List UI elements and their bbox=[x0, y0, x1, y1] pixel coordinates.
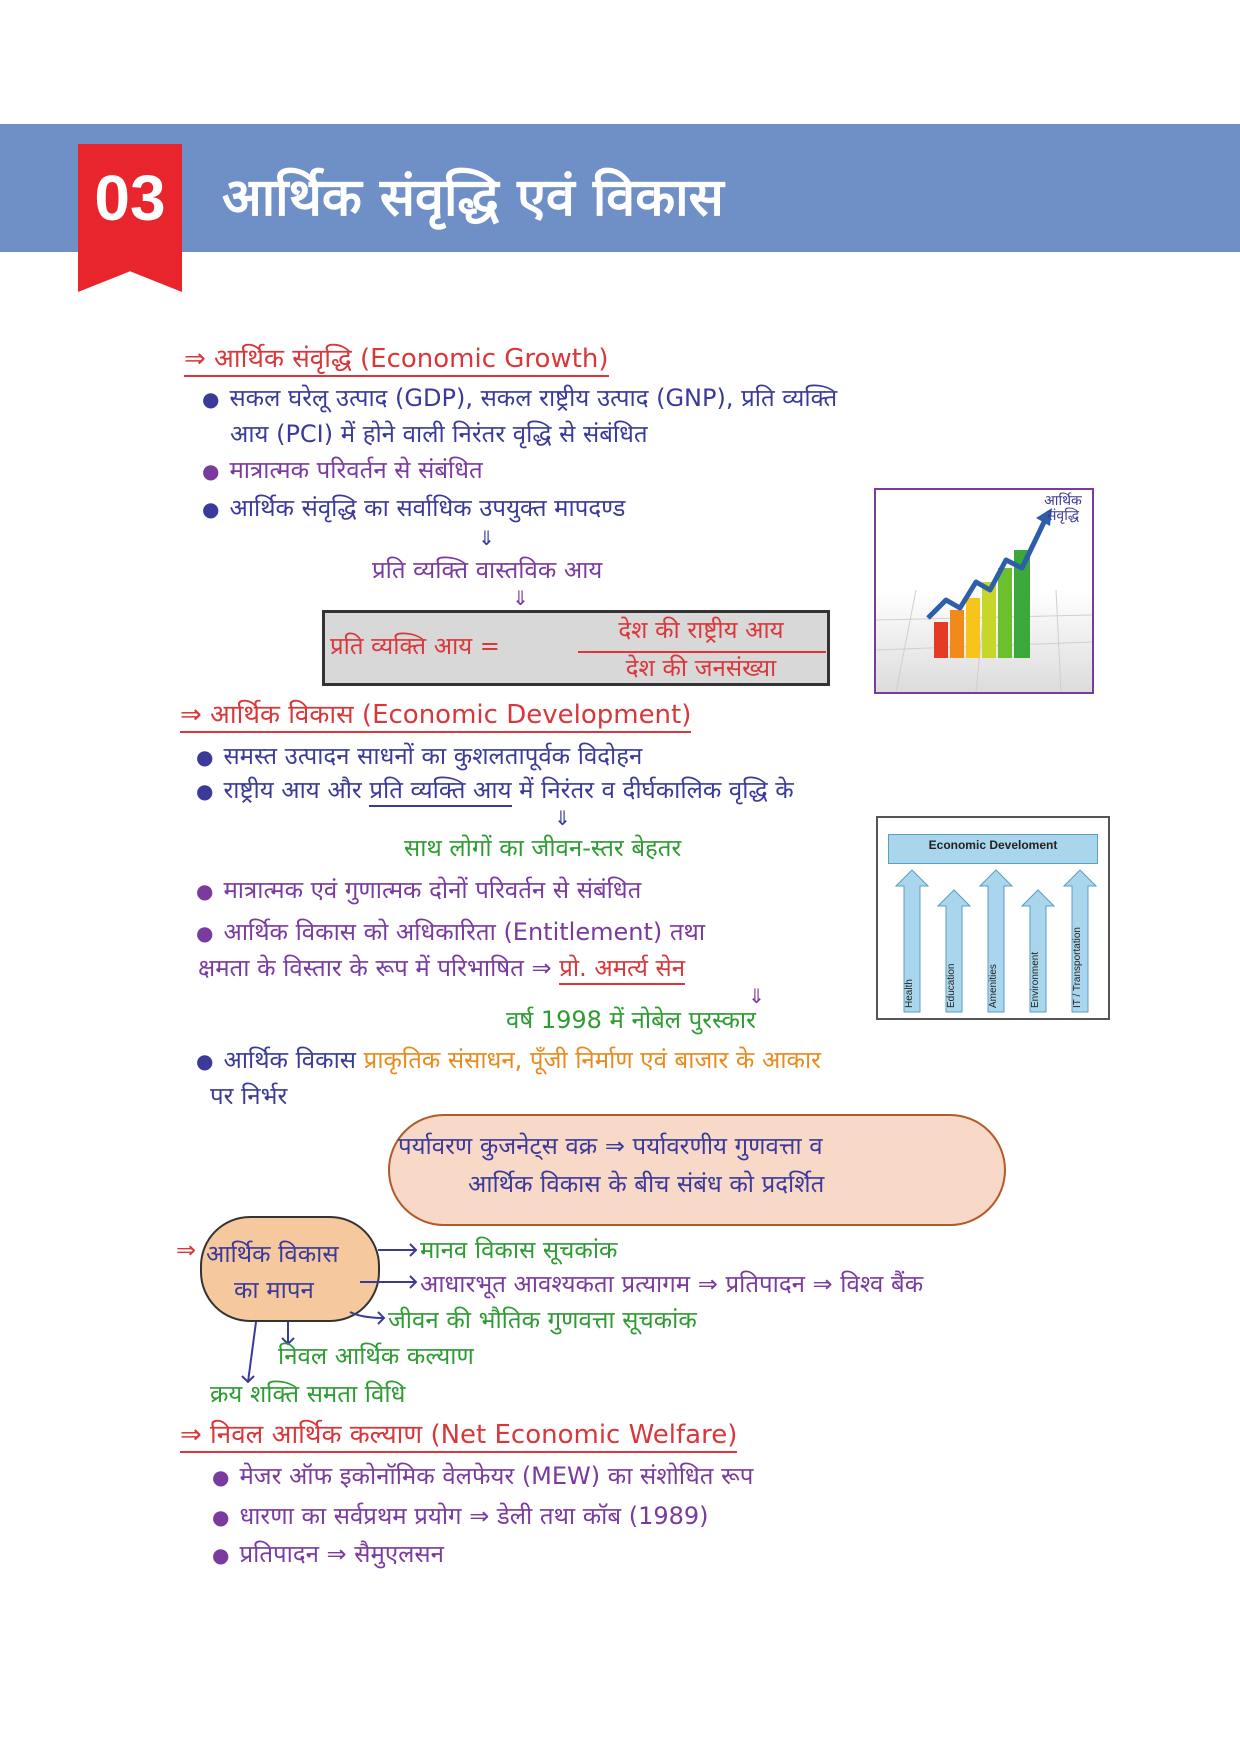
growth-image-label: आर्थिक संवृद्धि bbox=[1044, 493, 1082, 525]
development-point-4-line-2-text: क्षमता के विस्तार के रूप में परिभाषित ⇒ bbox=[198, 954, 552, 982]
new-heading bbox=[180, 1420, 737, 1451]
new-point-2 bbox=[212, 1502, 709, 1531]
bullet-icon: ● bbox=[196, 921, 214, 945]
growth-point-2-text: मात्रात्मक परिवर्तन से संबंधित bbox=[229, 456, 483, 484]
measurement-item-2 bbox=[420, 1270, 923, 1299]
formula-left: प्रति व्यक्ति आय = bbox=[330, 632, 500, 660]
amartya-sen-name: प्रो. अमर्त्य सेन bbox=[559, 954, 685, 985]
measurement-item-5: क्रय शक्ति समता विधि bbox=[210, 1380, 406, 1408]
pillar-health: Health bbox=[904, 979, 915, 1008]
bullet-icon: ● bbox=[212, 1505, 230, 1529]
development-point-2-highlight: प्रति व्यक्ति आय bbox=[369, 776, 511, 807]
development-point-4-award: वर्ष 1998 में नोबेल पुरस्कार bbox=[506, 1006, 756, 1034]
bullet-icon: ● bbox=[212, 1543, 230, 1567]
new-point-2-text: धारणा का सर्वप्रथम प्रयोग ⇒ डेली तथा कॉब (1989) bbox=[239, 1502, 709, 1530]
development-point-3-text: मात्रात्मक एवं गुणात्मक दोनों परिवर्तन से संबंधित bbox=[223, 876, 642, 904]
bullet-icon: ● bbox=[202, 459, 220, 483]
bullet-icon: ● bbox=[202, 497, 220, 521]
development-point-2-post: में निरंतर व दीर्घकालिक वृद्धि के bbox=[519, 776, 794, 804]
down-arrow-icon: ⇓ bbox=[554, 806, 571, 830]
development-point-4-line-1: आर्थिक विकास को अधिकारिता (Entitlement) तथा bbox=[223, 918, 706, 946]
measurement-blob-line-2: का मापन bbox=[234, 1276, 314, 1304]
new-point-3 bbox=[212, 1540, 444, 1569]
kuznets-line-1: पर्यावरण कुजनेट्स वक्र ⇒ पर्यावरणीय गुणवत्ता व bbox=[398, 1132, 823, 1160]
growth-point-1-line-1: सकल घरेलू उत्पाद (GDP), सकल राष्ट्रीय उत्पाद (GNP), प्रति व्यक्ति bbox=[229, 384, 838, 412]
down-arrow-icon: ⇓ bbox=[478, 526, 495, 550]
development-point-2-result: साथ लोगों का जीवन-स्तर बेहतर bbox=[404, 834, 682, 862]
development-point-2-pre: राष्ट्रीय आय और bbox=[223, 776, 362, 804]
new-point-1-text: मेजर ऑफ इकोनॉमिक वेलफेयर (MEW) का संशोधित रूप bbox=[239, 1462, 754, 1490]
bullet-icon: ● bbox=[196, 879, 214, 903]
development-point-5-line-2: पर निर्भर bbox=[210, 1082, 288, 1110]
kuznets-line-2: आर्थिक विकास के बीच संबंध को प्रदर्शित bbox=[468, 1170, 825, 1198]
growth-result: प्रति व्यक्ति वास्तविक आय bbox=[372, 556, 603, 584]
bullet-icon: ● bbox=[212, 1465, 230, 1489]
measurement-item-2-pre: आधारभूत आवश्यकता प्रत्यागम ⇒ bbox=[420, 1270, 718, 1298]
down-arrow-icon: ⇓ bbox=[512, 586, 529, 610]
development-diagram-title: Economic Develoment bbox=[928, 838, 1058, 852]
chapter-number: 03 bbox=[94, 162, 166, 234]
pillar-amenities: Amenities bbox=[988, 964, 999, 1008]
growth-point-1-line-2: आय (PCI) में होने वाली निरंतर वृद्धि से संबंधित bbox=[230, 420, 648, 448]
chapter-title: आर्थिक संवृद्धि एवं विकास bbox=[222, 168, 724, 228]
bullet-icon: ● bbox=[196, 745, 214, 769]
new-heading-text: ⇒ निवल आर्थिक कल्याण (Net Economic Welfare) bbox=[180, 1420, 737, 1453]
right-arrow-icon: ⇒ bbox=[176, 1236, 197, 1264]
measurement-item-2-post: विश्व बैंक bbox=[840, 1270, 924, 1298]
formula-denominator: देश की जनसंख्या bbox=[625, 654, 777, 682]
measurement-item-4: निवल आर्थिक कल्याण bbox=[278, 1342, 474, 1370]
growth-heading-text: ⇒ आर्थिक संवृद्धि (Economic Growth) bbox=[184, 344, 609, 377]
measurement-item-2-mid: प्रतिपादन ⇒ bbox=[725, 1270, 833, 1298]
new-point-1 bbox=[212, 1462, 753, 1491]
development-point-5-post: प्राकृतिक संसाधन, पूँजी निर्माण एवं बाजार के आकार bbox=[363, 1046, 821, 1074]
pillar-education: Education bbox=[946, 963, 957, 1008]
development-point-5-pre: आर्थिक विकास bbox=[223, 1046, 357, 1074]
bullet-icon: ● bbox=[196, 779, 214, 803]
new-point-3-text: प्रतिपादन ⇒ सैमुएलसन bbox=[239, 1540, 444, 1568]
growth-point-3-text: आर्थिक संवृद्धि का सर्वाधिक उपयुक्त मापदण्ड bbox=[229, 494, 626, 522]
down-arrow-icon: ⇓ bbox=[748, 984, 765, 1008]
measurement-item-3: जीवन की भौतिक गुणवत्ता सूचकांक bbox=[388, 1306, 697, 1334]
pillar-it-transportation: IT / Transportation bbox=[1072, 927, 1083, 1008]
measurement-blob-line-1: आर्थिक विकास bbox=[206, 1240, 339, 1268]
development-point-1-text: समस्त उत्पादन साधनों का कुशलतापूर्वक विदोहन bbox=[223, 742, 643, 770]
measurement-item-1: मानव विकास सूचकांक bbox=[420, 1236, 618, 1264]
development-heading-text: ⇒ आर्थिक विकास (Economic Development) bbox=[180, 700, 691, 733]
pillar-environment: Environment bbox=[1030, 951, 1041, 1008]
bullet-icon: ● bbox=[202, 387, 220, 411]
formula-numerator: देश की राष्ट्रीय आय bbox=[618, 616, 784, 644]
bullet-icon: ● bbox=[196, 1049, 214, 1073]
